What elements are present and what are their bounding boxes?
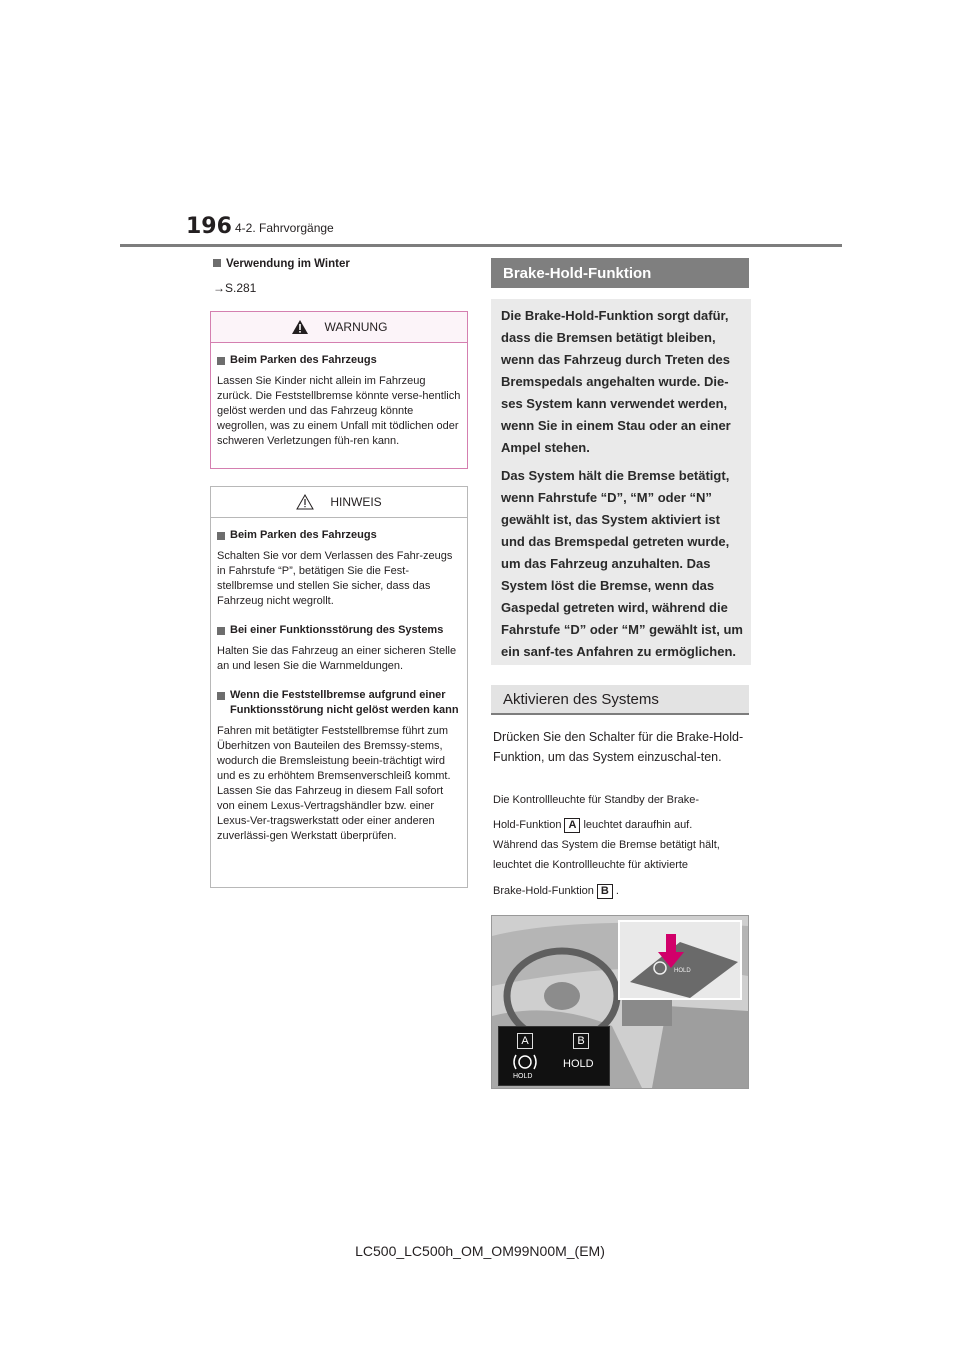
document-footer: LC500_LC500h_OM_OM99N00M_(EM)	[355, 1243, 605, 1259]
standby-note-text: Hold-Funktion	[493, 819, 562, 831]
warning-box	[210, 311, 468, 469]
label-b-tag: B	[597, 884, 613, 899]
notice-text-1: Schalten Sie vor dem Verlassen des Fahr-zeugs in Fahrstufe “P”, betätigen Sie die Fest-stellbremse und stellen Sie sicher, dass das Fahrzeug nicht wegrollt.	[217, 550, 453, 607]
active-note-period: .	[615, 885, 619, 897]
page-number: 196	[186, 214, 232, 239]
active-note-line1: Während das System die Bremse betätigt hält,	[493, 839, 720, 851]
brake-hold-description	[491, 299, 751, 665]
cockpit-illustration	[491, 915, 749, 1089]
notice-subheading-text: Wenn die Feststellbremse aufgrund einer Funktionsstörung nicht gelöst werden kann	[230, 689, 459, 716]
warning-subheading-text: Beim Parken des Fahrzeugs	[230, 354, 377, 366]
active-note-line2: leuchtet die Kontrollleuchte für aktivierte	[493, 859, 689, 871]
brake-hold-standby-icon	[511, 1051, 539, 1073]
notice-subheading-text: Bei einer Funktionsstörung des Systems	[230, 624, 444, 636]
hold-icon-label: HOLD	[513, 1073, 533, 1080]
winter-heading	[213, 258, 350, 270]
description-paragraph-2: Das System hält die Bremse betätigt, wenn Fahrstufe “D”, “M” oder “N” gewählt ist, das System aktiviert ist und das Bremspedal getreten wurde, um das Fahrzeug anzuhalten. Das System löst die Bremse, wenn das Gaspedal getreten wird, während die Fahrstufe “D” oder “M” gewählt ist, um ein sanf-tes Anfahren zu ermöglichen.	[501, 468, 743, 659]
warning-subheading	[217, 353, 461, 368]
standby-note-text-end: leuchtet daraufhin auf.	[583, 819, 693, 831]
description-paragraph-1: Die Brake-Hold-Funktion sorgt dafür, dass die Bremsen betätigt bleiben, wenn das Fahrzeug durch Treten des Bremspedals angehalten wurde. Die-ses System kann verwendet werden, wenn Sie in einem Stau oder an einer Ampel stehen.	[501, 308, 731, 455]
activation-heading: Aktivieren des Systems	[491, 685, 749, 715]
square-bullet-icon	[213, 259, 221, 267]
warning-triangle-icon	[291, 319, 309, 335]
square-bullet-icon	[217, 692, 225, 700]
indicator-panel	[498, 1026, 610, 1086]
notice-subheading-2	[217, 623, 461, 638]
notice-text-3: Fahren mit betätigter Feststellbremse führt zum Überhitzen von Bauteilen des Bremssy-stems, wodurch die Bremsleistung beein-trächtigt wird und es zu erhöhtem Bremsenverschleiß kommt. Lassen Sie das Fahrzeug in diesem Fall sofort von einem Lexus-Vertragshändler bzw. einer Lexus-Ver-tragswerkstatt oder einer anderen zuverlässi-gen Werkstatt überprüfen.	[217, 725, 451, 842]
indicator-a-tag: A	[517, 1033, 533, 1049]
switch-detail-inset	[618, 920, 742, 1000]
warning-text: Lassen Sie Kinder nicht allein im Fahrzeug zurück. Die Feststellbremse könnte verse-hentlich gelöst werden und das Fahrzeug könnte wegrollen, was zu einem Unfall mit tödlichen oder schweren Verletzungen füh-ren kann.	[217, 375, 461, 447]
square-bullet-icon	[217, 532, 225, 540]
winter-heading-text: Verwendung im Winter	[226, 258, 350, 270]
notice-text-2: Halten Sie das Fahrzeug an einer sicheren Stelle an und lesen Sie die Warnmeldungen.	[217, 645, 457, 672]
indicator-b-tag: B	[573, 1033, 589, 1049]
hold-active-indicator: HOLD	[563, 1058, 594, 1070]
notice-header	[211, 487, 467, 518]
switch-hold-label: HOLD	[674, 968, 691, 974]
brake-hold-heading: Brake-Hold-Funktion	[491, 258, 749, 288]
warning-title: WARNUNG	[324, 320, 388, 334]
notice-box	[210, 486, 468, 888]
notice-subheading-1	[217, 528, 461, 543]
active-note-line3	[493, 882, 619, 900]
section-title: 4-2. Fahrvorgänge	[235, 221, 334, 235]
standby-note-line2	[493, 816, 692, 834]
notice-title: HINWEIS	[330, 495, 382, 509]
standby-note-line1: Die Kontrollleuchte für Standby der Brake-	[493, 794, 700, 806]
square-bullet-icon	[217, 627, 225, 635]
label-a-tag: A	[564, 818, 580, 833]
winter-reference-link[interactable]: →S.281	[213, 281, 257, 295]
square-bullet-icon	[217, 357, 225, 365]
active-note-text: Brake-Hold-Funktion	[493, 885, 594, 897]
hold-switch-drawing	[620, 922, 740, 998]
caution-triangle-icon	[296, 494, 314, 510]
activation-instruction: Drücken Sie den Schalter für die Brake-Hold-Funktion, um das System einzuschal-ten.	[493, 730, 744, 764]
warning-header	[211, 312, 467, 343]
header-rule	[120, 244, 842, 247]
notice-subheading-3	[217, 688, 461, 718]
notice-subheading-text: Beim Parken des Fahrzeugs	[230, 529, 377, 541]
